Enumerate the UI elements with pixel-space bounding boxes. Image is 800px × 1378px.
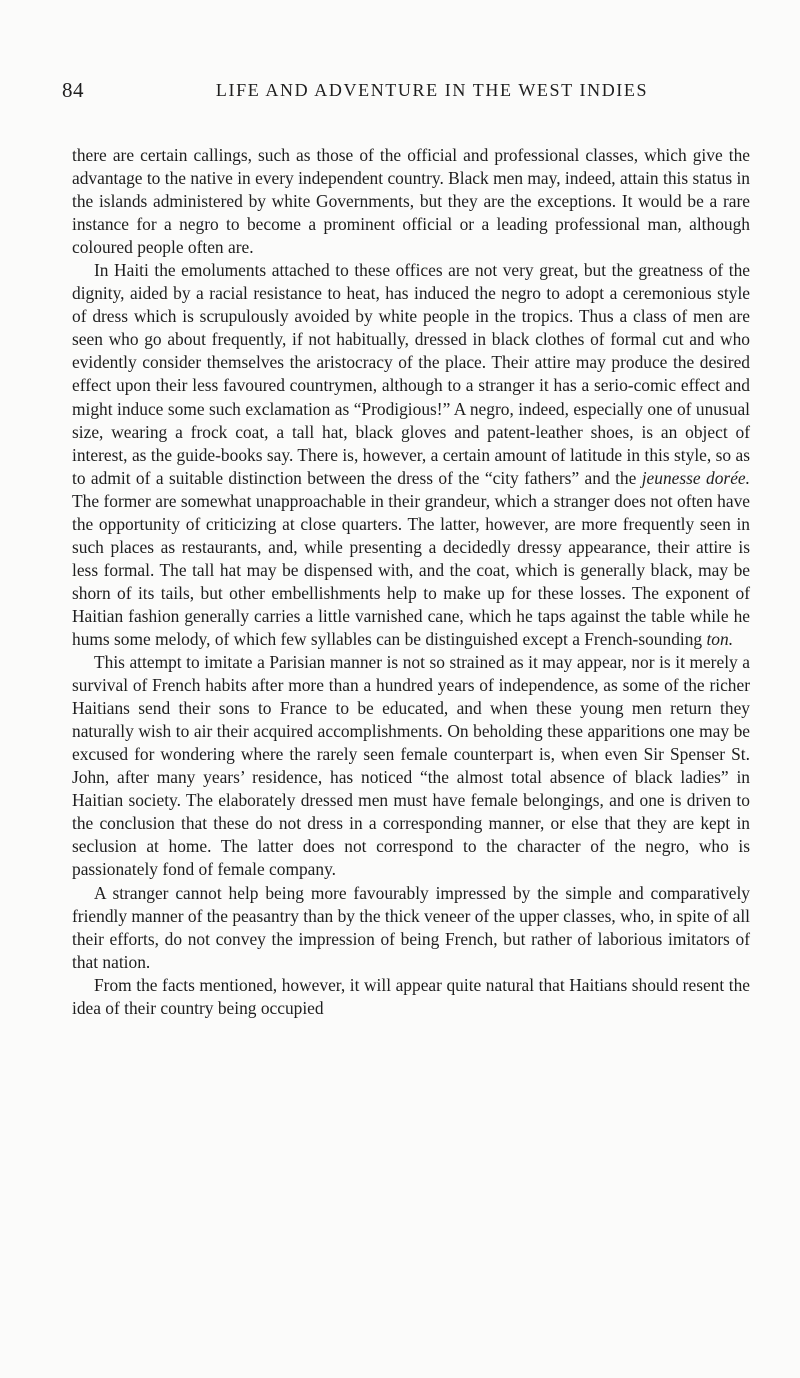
italic-phrase: jeunesse dorée. <box>641 467 750 488</box>
page-header <box>62 78 762 108</box>
page-number: 84 <box>62 78 84 102</box>
body-text <box>72 144 750 1020</box>
running-head: LIFE AND ADVENTURE IN THE WEST INDIES <box>215 80 649 100</box>
paragraph-parisian-manner: This attempt to imitate a Parisian manner is not so strained as it may appear, nor is it merely a survival of French habits after more than a hundred years of independence, as some of the richer Haitians send their sons to France to be educated, and when these young men return they naturally wish to air their acquired accomplishments. On beholding these apparitions one may be excused for wondering where the rarely seen female counterpart is, when even Sir Spenser St. John, after many years’ residence, has noticed “the almost total absence of black ladies” in Haitian society. The elaborately dressed men must have female belongings, and one is driven to the conclusion that these do not dress in a corresponding manner, or else that they are kept in seclusion at home. The latter does not correspond to the character of the negro, who is passionately fond of female company. <box>72 652 750 880</box>
paragraph-facts: From the facts mentioned, however, it will appear quite natural that Haitians should resent the idea of their country being occupied <box>72 974 750 1018</box>
italic-word: ton. <box>706 628 734 649</box>
paragraph-stranger: A stranger cannot help being more favourably impressed by the simple and comparatively friendly manner of the peasantry than by the thick veneer of the upper classes, who, in spite of all their efforts, do not convey the impression of being French, but rather of laborious imitators of that nation. <box>72 882 751 972</box>
paragraph-text: In Haiti the emoluments attached to these offices are not very great, but the greatness of the dignity, aided by a racial resistance to heat, has induced the negro to adopt a ceremonious style of dress which is scrupulously avoided by white people in the tropics. Thus a class of men are seen who go about frequently, if not habitually, dressed in black clothes of formal cut and who evidently consider themselves the aristocracy of the place. Their attire may produce the desired effect upon their less favoured countrymen, although to a stranger it has a serio-comic effect and might induce some such exclamation as “Prodigious!” A negro, indeed, especially one of unusual size, wearing a frock coat, a tall hat, black gloves and patent-leather shoes, is an object of interest, as the guide-books say. There is, however, a certain amount of latitude in this style, so as to admit of a suitable distinction between the dress of the “city fathers” and the <box>72 260 750 488</box>
paragraph-text: The former are somewhat unapproachable in their grandeur, which a stranger does not often have the opportunity of criticizing at close quarters. The latter, however, are more frequently seen in such places as restaurants, and, while presenting a decidedly dressy appearance, their attire is less formal. The tall hat may be dispensed with, and the coat, which is generally black, may be shorn of its tails, but other embellishments help to make up for these losses. The exponent of Haitian fashion generally carries a little varnished cane, which he taps against the table while he hums some melody, of which few syllables can be distinguished except a French-sounding <box>72 490 750 649</box>
paragraph-continued: there are certain callings, such as those of the official and professional classes, which give the advantage to the native in every independent country. Black men may, indeed, attain this status in the islands administered by white Governments, but they are the exceptions. It would be a rare instance for a negro to become a prominent official or a leading professional man, although coloured people often are. <box>72 145 750 258</box>
paragraph-haiti-dress <box>72 259 750 651</box>
